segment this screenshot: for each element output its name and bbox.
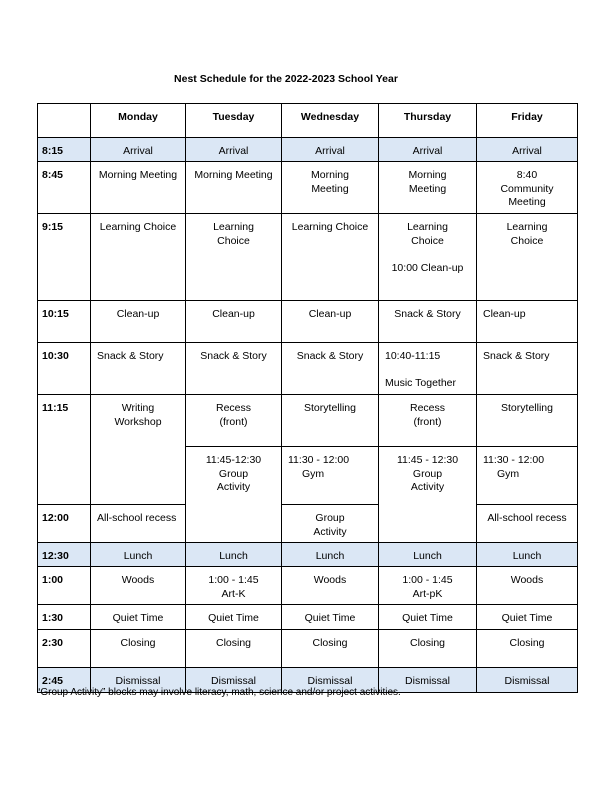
schedule-cell	[477, 447, 578, 505]
cell-line: Gym	[497, 467, 520, 480]
cell-line: (front)	[219, 415, 248, 428]
schedule-cell	[379, 447, 477, 543]
row-815	[38, 138, 578, 162]
cell-line: Choice	[510, 234, 544, 247]
schedule-cell: Snack & Story	[477, 343, 578, 395]
schedule-cell: Clean-up	[186, 301, 282, 343]
schedule-cell: Snack & Story	[186, 343, 282, 395]
schedule-cell	[379, 162, 477, 214]
schedule-cell	[379, 343, 477, 395]
cell-line: Group	[412, 467, 443, 480]
time-label: 8:15	[38, 138, 91, 162]
cell-line: 11:45 - 12:30	[396, 454, 459, 466]
schedule-cell: Lunch	[186, 543, 282, 567]
cell-line: 8:40	[516, 169, 538, 181]
time-label: 10:15	[38, 301, 91, 343]
schedule-cell	[379, 567, 477, 605]
schedule-cell: Learning Choice	[282, 214, 379, 301]
schedule-cell: Arrival	[477, 138, 578, 162]
cell-line: Workshop	[114, 415, 162, 428]
schedule-cell: Clean-up	[282, 301, 379, 343]
schedule-cell: Lunch	[477, 543, 578, 567]
schedule-cell: Closing	[91, 630, 186, 668]
cell-line: 1:00 - 1:45	[208, 574, 259, 586]
cell-line: 10:40-11:15	[385, 350, 441, 362]
cell-line: Activity	[313, 525, 347, 538]
schedule-cell: Dismissal	[477, 668, 578, 693]
corner-cell	[38, 104, 91, 138]
row-1115	[38, 395, 578, 447]
page-title: Nest Schedule for the 2022-2023 School Year	[174, 73, 398, 85]
schedule-cell: Quiet Time	[477, 605, 578, 630]
time-label: 12:30	[38, 543, 91, 567]
cell-line: Choice	[411, 234, 444, 247]
schedule-cell	[477, 162, 578, 214]
schedule-cell: Arrival	[91, 138, 186, 162]
row-100	[38, 567, 578, 605]
time-label: 2:30	[38, 630, 91, 668]
schedule-cell: Closing	[477, 630, 578, 668]
cell-line: Group	[315, 512, 345, 524]
schedule-cell: Clean-up	[477, 301, 578, 343]
schedule-cell: Storytelling	[282, 395, 379, 447]
schedule-cell	[186, 567, 282, 605]
schedule-cell: All-school recess	[91, 505, 186, 543]
schedule-cell: Lunch	[91, 543, 186, 567]
schedule-cell: Arrival	[282, 138, 379, 162]
cell-line: Activity	[216, 481, 251, 493]
time-label: 1:30	[38, 605, 91, 630]
day-header: Wednesday	[282, 104, 379, 138]
cell-line: Meeting	[408, 182, 447, 195]
cell-line: Learning	[506, 221, 548, 233]
schedule-cell: Lunch	[379, 543, 477, 567]
cell-line: Community	[500, 182, 554, 195]
schedule-cell: Snack & Story	[91, 343, 186, 395]
cell-line: 10:00 Clean-up	[391, 262, 464, 274]
cell-line: 11:30 - 12:00	[483, 454, 545, 466]
cell-line: 1:00 - 1:45	[402, 574, 453, 586]
row-130	[38, 605, 578, 630]
cell-line: Group	[218, 467, 249, 480]
cell-line: Recess	[215, 402, 251, 414]
schedule-cell: Woods	[282, 567, 379, 605]
schedule-cell: Quiet Time	[91, 605, 186, 630]
schedule-cell: Dismissal	[282, 668, 379, 693]
cell-line: (front)	[413, 415, 442, 428]
day-header: Tuesday	[186, 104, 282, 138]
schedule-cell: Snack & Story	[282, 343, 379, 395]
cell-line: Morning	[408, 169, 447, 181]
cell-line: Morning	[311, 169, 349, 181]
schedule-cell	[91, 395, 186, 505]
schedule-cell: Learning Choice	[91, 214, 186, 301]
time-label: 9:15	[38, 214, 91, 301]
schedule-cell	[186, 395, 282, 447]
time-label: 12:00	[38, 505, 91, 543]
cell-line: Art-K	[221, 587, 246, 600]
schedule-cell	[379, 214, 477, 301]
cell-line: Learning	[213, 221, 254, 233]
time-label: 11:15	[38, 395, 91, 505]
day-header: Monday	[91, 104, 186, 138]
row-845	[38, 162, 578, 214]
cell-line: Gym	[302, 467, 325, 480]
schedule-cell: Lunch	[282, 543, 379, 567]
schedule-cell: Woods	[477, 567, 578, 605]
row-1230	[38, 543, 578, 567]
day-header: Friday	[477, 104, 578, 138]
time-label: 1:00	[38, 567, 91, 605]
schedule-cell	[186, 214, 282, 301]
time-label: 2:45	[38, 668, 91, 693]
schedule-cell: Quiet Time	[282, 605, 379, 630]
schedule-cell: Woods	[91, 567, 186, 605]
cell-line: 11:30 - 12:00	[288, 454, 350, 466]
row-1030	[38, 343, 578, 395]
cell-line: Meeting	[508, 196, 546, 208]
cell-line: Art-pK	[412, 587, 443, 600]
row-915	[38, 214, 578, 301]
cell-line: Meeting	[311, 182, 349, 195]
schedule-cell: Quiet Time	[186, 605, 282, 630]
schedule-cell: Closing	[186, 630, 282, 668]
schedule-cell	[186, 447, 282, 543]
schedule-cell: Arrival	[379, 138, 477, 162]
schedule-cell	[282, 162, 379, 214]
schedule-cell	[379, 395, 477, 447]
schedule-cell: Dismissal	[91, 668, 186, 693]
schedule-cell: Morning Meeting	[186, 162, 282, 214]
schedule-cell	[282, 505, 379, 543]
schedule-cell: Morning Meeting	[91, 162, 186, 214]
schedule-cell: Snack & Story	[379, 301, 477, 343]
row-1015	[38, 301, 578, 343]
schedule-cell	[477, 214, 578, 301]
schedule-cell: Dismissal	[186, 668, 282, 693]
schedule-cell: All-school recess	[477, 505, 578, 543]
row-1200	[38, 505, 578, 543]
schedule-cell: Dismissal	[379, 668, 477, 693]
cell-line: Choice	[217, 234, 250, 247]
cell-line: Learning	[407, 221, 448, 233]
day-header: Thursday	[379, 104, 477, 138]
schedule-cell: Closing	[282, 630, 379, 668]
schedule-cell: Closing	[379, 630, 477, 668]
cell-line: Writing	[121, 402, 155, 414]
cell-line: Music Together	[385, 376, 457, 389]
header-row	[38, 104, 578, 138]
row-230	[38, 630, 578, 668]
cell-line: Recess	[409, 402, 445, 414]
time-label: 10:30	[38, 343, 91, 395]
cell-line: Activity	[410, 481, 445, 493]
footnote: “Group Activity” blocks may involve literacy, math, science and/or project activities.	[37, 687, 401, 698]
schedule-cell	[282, 447, 379, 505]
time-label: 8:45	[38, 162, 91, 214]
cell-line: 11:45-12:30	[205, 454, 262, 466]
schedule-table	[37, 103, 578, 693]
schedule-cell: Quiet Time	[379, 605, 477, 630]
schedule-cell: Arrival	[186, 138, 282, 162]
schedule-cell: Storytelling	[477, 395, 578, 447]
schedule-cell: Clean-up	[91, 301, 186, 343]
